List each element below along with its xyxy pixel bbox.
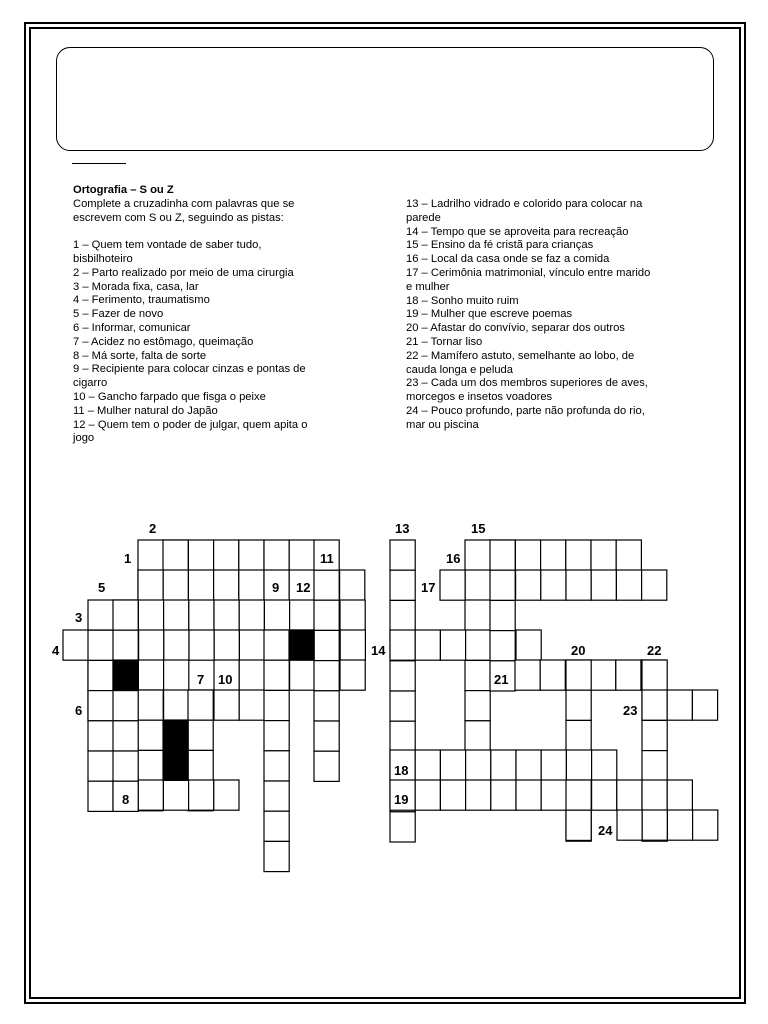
crossword-cell[interactable] <box>138 660 163 690</box>
crossword-cell[interactable] <box>390 691 415 721</box>
crossword-cell[interactable] <box>88 691 113 721</box>
crossword-cell[interactable] <box>693 810 718 840</box>
crossword-cell[interactable] <box>239 570 264 600</box>
crossword-cell[interactable] <box>642 751 667 781</box>
black-square <box>289 630 314 660</box>
crossword-cell[interactable] <box>465 600 490 630</box>
crossword-cell[interactable] <box>390 630 415 660</box>
crossword-cell[interactable] <box>214 570 239 600</box>
crossword-cell[interactable] <box>214 600 239 630</box>
crossword-cell[interactable] <box>642 660 667 690</box>
crossword-cell[interactable] <box>642 810 667 840</box>
crossword-cell[interactable] <box>667 690 692 720</box>
crossword-cell[interactable] <box>289 540 314 570</box>
crossword-cell[interactable] <box>264 781 289 811</box>
crossword-cell[interactable] <box>490 570 515 600</box>
clue-line: 18 – Sonho muito ruim <box>406 294 519 307</box>
clue-line: 15 – Ensino da fé cristã para crianças <box>406 239 594 252</box>
crossword-cell[interactable] <box>566 660 591 690</box>
crossword-cell[interactable] <box>415 780 440 810</box>
clue-line: e mulher <box>406 280 450 293</box>
crossword-cell[interactable] <box>239 690 264 720</box>
crossword-cell[interactable] <box>642 780 667 810</box>
crossword-cell[interactable] <box>113 600 138 630</box>
crossword-cell[interactable] <box>466 630 491 660</box>
crossword-cell[interactable] <box>566 750 591 780</box>
crossword-cell[interactable] <box>164 630 189 660</box>
crossword-cell[interactable] <box>163 540 188 570</box>
clue-line: cauda longa e peluda <box>406 363 513 376</box>
worksheet-title: Ortografia – S ou Z <box>73 184 174 196</box>
crossword-cell[interactable] <box>465 721 490 751</box>
crossword-cell[interactable] <box>566 540 591 570</box>
clue-line: 16 – Local da casa onde se faz a comida <box>406 253 610 266</box>
clue-line: 2 – Parto realizado por meio de uma cirurgia <box>73 266 294 279</box>
clue-number: 12 <box>296 580 311 595</box>
crossword-cell[interactable] <box>264 811 289 841</box>
crossword-cell[interactable] <box>138 570 163 600</box>
black-square <box>113 660 138 690</box>
clue-number: 15 <box>471 521 486 536</box>
instruction-line: escrevem com S ou Z, seguindo as pistas: <box>73 211 284 224</box>
crossword-cell[interactable] <box>164 600 189 630</box>
crossword-cell[interactable] <box>63 630 88 660</box>
crossword-cell[interactable] <box>88 721 113 751</box>
crossword-cell[interactable] <box>490 540 515 570</box>
clue-line: 23 – Cada um dos membros superiores de aves, <box>406 377 648 390</box>
crossword-cell[interactable] <box>541 780 566 810</box>
crossword-cell[interactable] <box>440 780 465 810</box>
clue-number: 18 <box>394 763 409 778</box>
crossword-cell[interactable] <box>264 690 289 720</box>
crossword-cell[interactable] <box>188 720 213 750</box>
clue-number: 20 <box>571 643 586 658</box>
crossword-cell[interactable] <box>264 600 289 630</box>
crossword-cell[interactable] <box>540 660 565 690</box>
crossword-cell[interactable] <box>314 570 339 600</box>
crossword-cell[interactable] <box>516 570 541 600</box>
clue-number: 23 <box>623 703 638 718</box>
clue-number: 14 <box>371 643 386 658</box>
crossword-cell[interactable] <box>465 691 490 721</box>
clue-number: 10 <box>218 672 233 687</box>
clue-line: 10 – Gancho farpado que fisga o peixe <box>73 390 266 403</box>
crossword-cell[interactable] <box>440 750 465 780</box>
clue-number: 22 <box>647 643 662 658</box>
clue-line: cigarro <box>73 377 108 390</box>
clue-number: 19 <box>394 792 409 807</box>
crossword-cell[interactable] <box>390 661 415 691</box>
crossword-cell[interactable] <box>113 691 138 721</box>
crossword-cell[interactable] <box>264 630 289 660</box>
crossword-cell[interactable] <box>314 751 339 781</box>
crossword-cell[interactable] <box>440 630 465 660</box>
crossword-cell[interactable] <box>566 720 591 750</box>
clue-line: 11 – Mulher natural do Japão <box>73 404 218 417</box>
clue-number: 1 <box>124 551 132 566</box>
crossword-cell[interactable] <box>138 720 163 750</box>
clue-number: 24 <box>598 823 613 838</box>
crossword-cell[interactable] <box>163 780 188 810</box>
crossword-cell[interactable] <box>541 540 566 570</box>
crossword-cell[interactable] <box>113 751 138 781</box>
clue-number: 11 <box>320 551 334 566</box>
clue-line: jogo <box>73 432 95 445</box>
crossword-cell[interactable] <box>188 570 213 600</box>
crossword-cell[interactable] <box>163 570 188 600</box>
crossword-cell[interactable] <box>164 690 189 720</box>
crossword-cell[interactable] <box>138 690 163 720</box>
crossword-cell[interactable] <box>515 540 540 570</box>
crossword-cell[interactable] <box>264 660 289 690</box>
clue-number: 7 <box>197 672 205 687</box>
clue-line: 5 – Fazer de novo <box>73 308 164 321</box>
crossword-cell[interactable] <box>440 570 465 600</box>
clue-number: 2 <box>149 521 157 536</box>
crossword-cell[interactable] <box>188 690 213 720</box>
crossword-cell[interactable] <box>340 600 365 630</box>
crossword-cell[interactable] <box>164 660 189 690</box>
crossword-cell[interactable] <box>188 540 213 570</box>
crossword-cell[interactable] <box>340 630 365 660</box>
crossword-cell[interactable] <box>516 750 541 780</box>
crossword-cell[interactable] <box>515 660 540 690</box>
crossword-cell[interactable] <box>314 630 339 660</box>
crossword-cell[interactable] <box>188 750 213 780</box>
crossword-cell[interactable] <box>189 780 214 810</box>
crossword-cell[interactable] <box>138 540 163 570</box>
crossword-cell[interactable] <box>466 780 491 810</box>
crossword-cell[interactable] <box>667 810 692 840</box>
crossword-cell[interactable] <box>138 750 163 780</box>
crossword-cell[interactable] <box>340 660 365 690</box>
crossword-cell[interactable] <box>214 780 239 810</box>
clue-line: 14 – Tempo que se aproveita para recreação <box>406 225 629 238</box>
crossword-cell[interactable] <box>264 540 289 570</box>
crossword-cell[interactable] <box>642 690 667 720</box>
crossword-cell[interactable] <box>189 600 214 630</box>
crossword-cell[interactable] <box>541 570 566 600</box>
crossword-cell[interactable] <box>566 690 591 720</box>
clue-number: 16 <box>446 551 461 566</box>
crossword-cell[interactable] <box>592 750 617 780</box>
clue-line: morcegos e insetos voadores <box>406 391 553 404</box>
clue-line: 21 – Tornar liso <box>406 335 483 348</box>
crossword-cell[interactable] <box>516 630 541 660</box>
crossword-cell[interactable] <box>214 630 239 660</box>
crossword-cell[interactable] <box>490 631 515 661</box>
crossword-cell[interactable] <box>113 721 138 751</box>
crossword-cell[interactable] <box>314 691 339 721</box>
crossword-cell[interactable] <box>189 630 214 660</box>
crossword-cell[interactable] <box>617 780 642 810</box>
crossword-cell[interactable] <box>139 630 164 660</box>
crossword-cell[interactable] <box>566 570 591 600</box>
crossword-cell[interactable] <box>616 660 641 690</box>
crossword-cell[interactable] <box>415 750 440 780</box>
crossword-cell[interactable] <box>616 570 641 600</box>
crossword-cell[interactable] <box>466 750 491 780</box>
crossword-cell[interactable] <box>415 630 440 660</box>
clue-line: 22 – Mamífero astuto, semelhante ao lobo, de <box>406 349 635 362</box>
clue-number: 3 <box>75 610 83 625</box>
clue-line: 9 – Recipiente para colocar cinzas e pontas de <box>73 363 306 376</box>
crossword-cell[interactable] <box>465 540 490 570</box>
clue-number: 13 <box>395 521 410 536</box>
crossword-cell[interactable] <box>491 780 516 810</box>
crossword-cell[interactable] <box>642 720 667 750</box>
crossword-cell[interactable] <box>616 540 641 570</box>
crossword-cell[interactable] <box>390 540 415 570</box>
crossword-cell[interactable] <box>390 721 415 751</box>
crossword-cell[interactable] <box>390 812 415 842</box>
crossword-cell[interactable] <box>340 570 365 600</box>
black-square <box>163 720 188 780</box>
crossword-cell[interactable] <box>214 690 239 720</box>
crossword-cell[interactable] <box>491 750 516 780</box>
crossword-cell[interactable] <box>591 570 616 600</box>
crossword-cell[interactable] <box>88 600 113 630</box>
clue-line: 13 – Ladrilho vidrado e colorido para colocar na <box>406 198 643 210</box>
clue-line: bisbilhoteiro <box>73 252 133 265</box>
crossword-cell[interactable] <box>314 721 339 751</box>
clue-number: 8 <box>122 792 130 807</box>
crossword-cell[interactable] <box>138 780 163 810</box>
crossword-cell[interactable] <box>642 570 667 600</box>
crossword-cell[interactable] <box>465 570 490 600</box>
crossword-cell[interactable] <box>239 630 264 660</box>
crossword-cell[interactable] <box>667 780 692 810</box>
clue-line: 19 – Mulher que escreve poemas <box>406 308 573 321</box>
crossword-cell[interactable] <box>390 570 415 600</box>
crossword-cell[interactable] <box>264 721 289 751</box>
clue-line: 24 – Pouco profundo, parte não profunda do rio, <box>406 404 645 417</box>
clue-number: 6 <box>75 703 83 718</box>
crossword-cell[interactable] <box>239 600 264 630</box>
crossword-cell[interactable] <box>465 660 490 690</box>
crossword-cell[interactable] <box>566 780 591 810</box>
clue-line: 3 – Morada fixa, casa, lar <box>73 280 199 293</box>
clue-line: 12 – Quem tem o poder de julgar, quem apita o <box>73 418 308 431</box>
clue-line: parede <box>406 211 441 224</box>
clue-number: 9 <box>272 580 280 595</box>
crossword-cell[interactable] <box>592 780 617 810</box>
crossword-cell[interactable] <box>290 600 315 630</box>
crossword-cell[interactable] <box>490 600 515 630</box>
clue-line: 4 – Ferimento, traumatismo <box>73 294 210 307</box>
crossword-cell[interactable] <box>692 690 717 720</box>
clue-line: 6 – Informar, comunicar <box>73 321 191 334</box>
crossword-cell[interactable] <box>541 750 566 780</box>
clue-line: 7 – Acidez no estômago, queimação <box>73 335 254 348</box>
crossword-cell[interactable] <box>88 630 113 660</box>
clue-line: 20 – Afastar do convívio, separar dos outros <box>406 322 625 335</box>
crossword-cell[interactable] <box>566 810 591 840</box>
crossword-cell[interactable] <box>591 540 616 570</box>
clue-line: 8 – Má sorte, falta de sorte <box>73 349 207 362</box>
crossword-cell[interactable] <box>591 660 616 690</box>
crossword-cell[interactable] <box>314 661 339 691</box>
clue-line: 1 – Quem tem vontade de saber tudo, <box>73 239 262 252</box>
crossword-cell[interactable] <box>138 600 163 630</box>
clue-line: mar ou piscina <box>406 418 479 431</box>
crossword-cell[interactable] <box>617 810 642 840</box>
crossword-cell[interactable] <box>214 540 239 570</box>
crossword-cell[interactable] <box>290 660 315 690</box>
crossword-cell[interactable] <box>264 751 289 781</box>
crossword-cell[interactable] <box>113 630 138 660</box>
crossword-cell[interactable] <box>239 660 264 690</box>
clue-number: 5 <box>98 580 106 595</box>
crossword-cell[interactable] <box>516 780 541 810</box>
clue-number: 21 <box>494 672 509 687</box>
crossword-cell[interactable] <box>88 751 113 781</box>
instruction-line: Complete a cruzadinha com palavras que se <box>73 197 295 210</box>
clue-number: 17 <box>421 580 436 595</box>
clue-line: 17 – Cerimônia matrimonial, vínculo entre marido <box>406 266 651 279</box>
crossword-cell[interactable] <box>264 841 289 871</box>
crossword-cell[interactable] <box>390 600 415 630</box>
crossword-cell[interactable] <box>88 781 113 811</box>
crossword-cell[interactable] <box>88 660 113 690</box>
crossword-cell[interactable] <box>239 540 264 570</box>
crossword-cell[interactable] <box>314 600 339 630</box>
clue-number: 4 <box>52 643 60 658</box>
